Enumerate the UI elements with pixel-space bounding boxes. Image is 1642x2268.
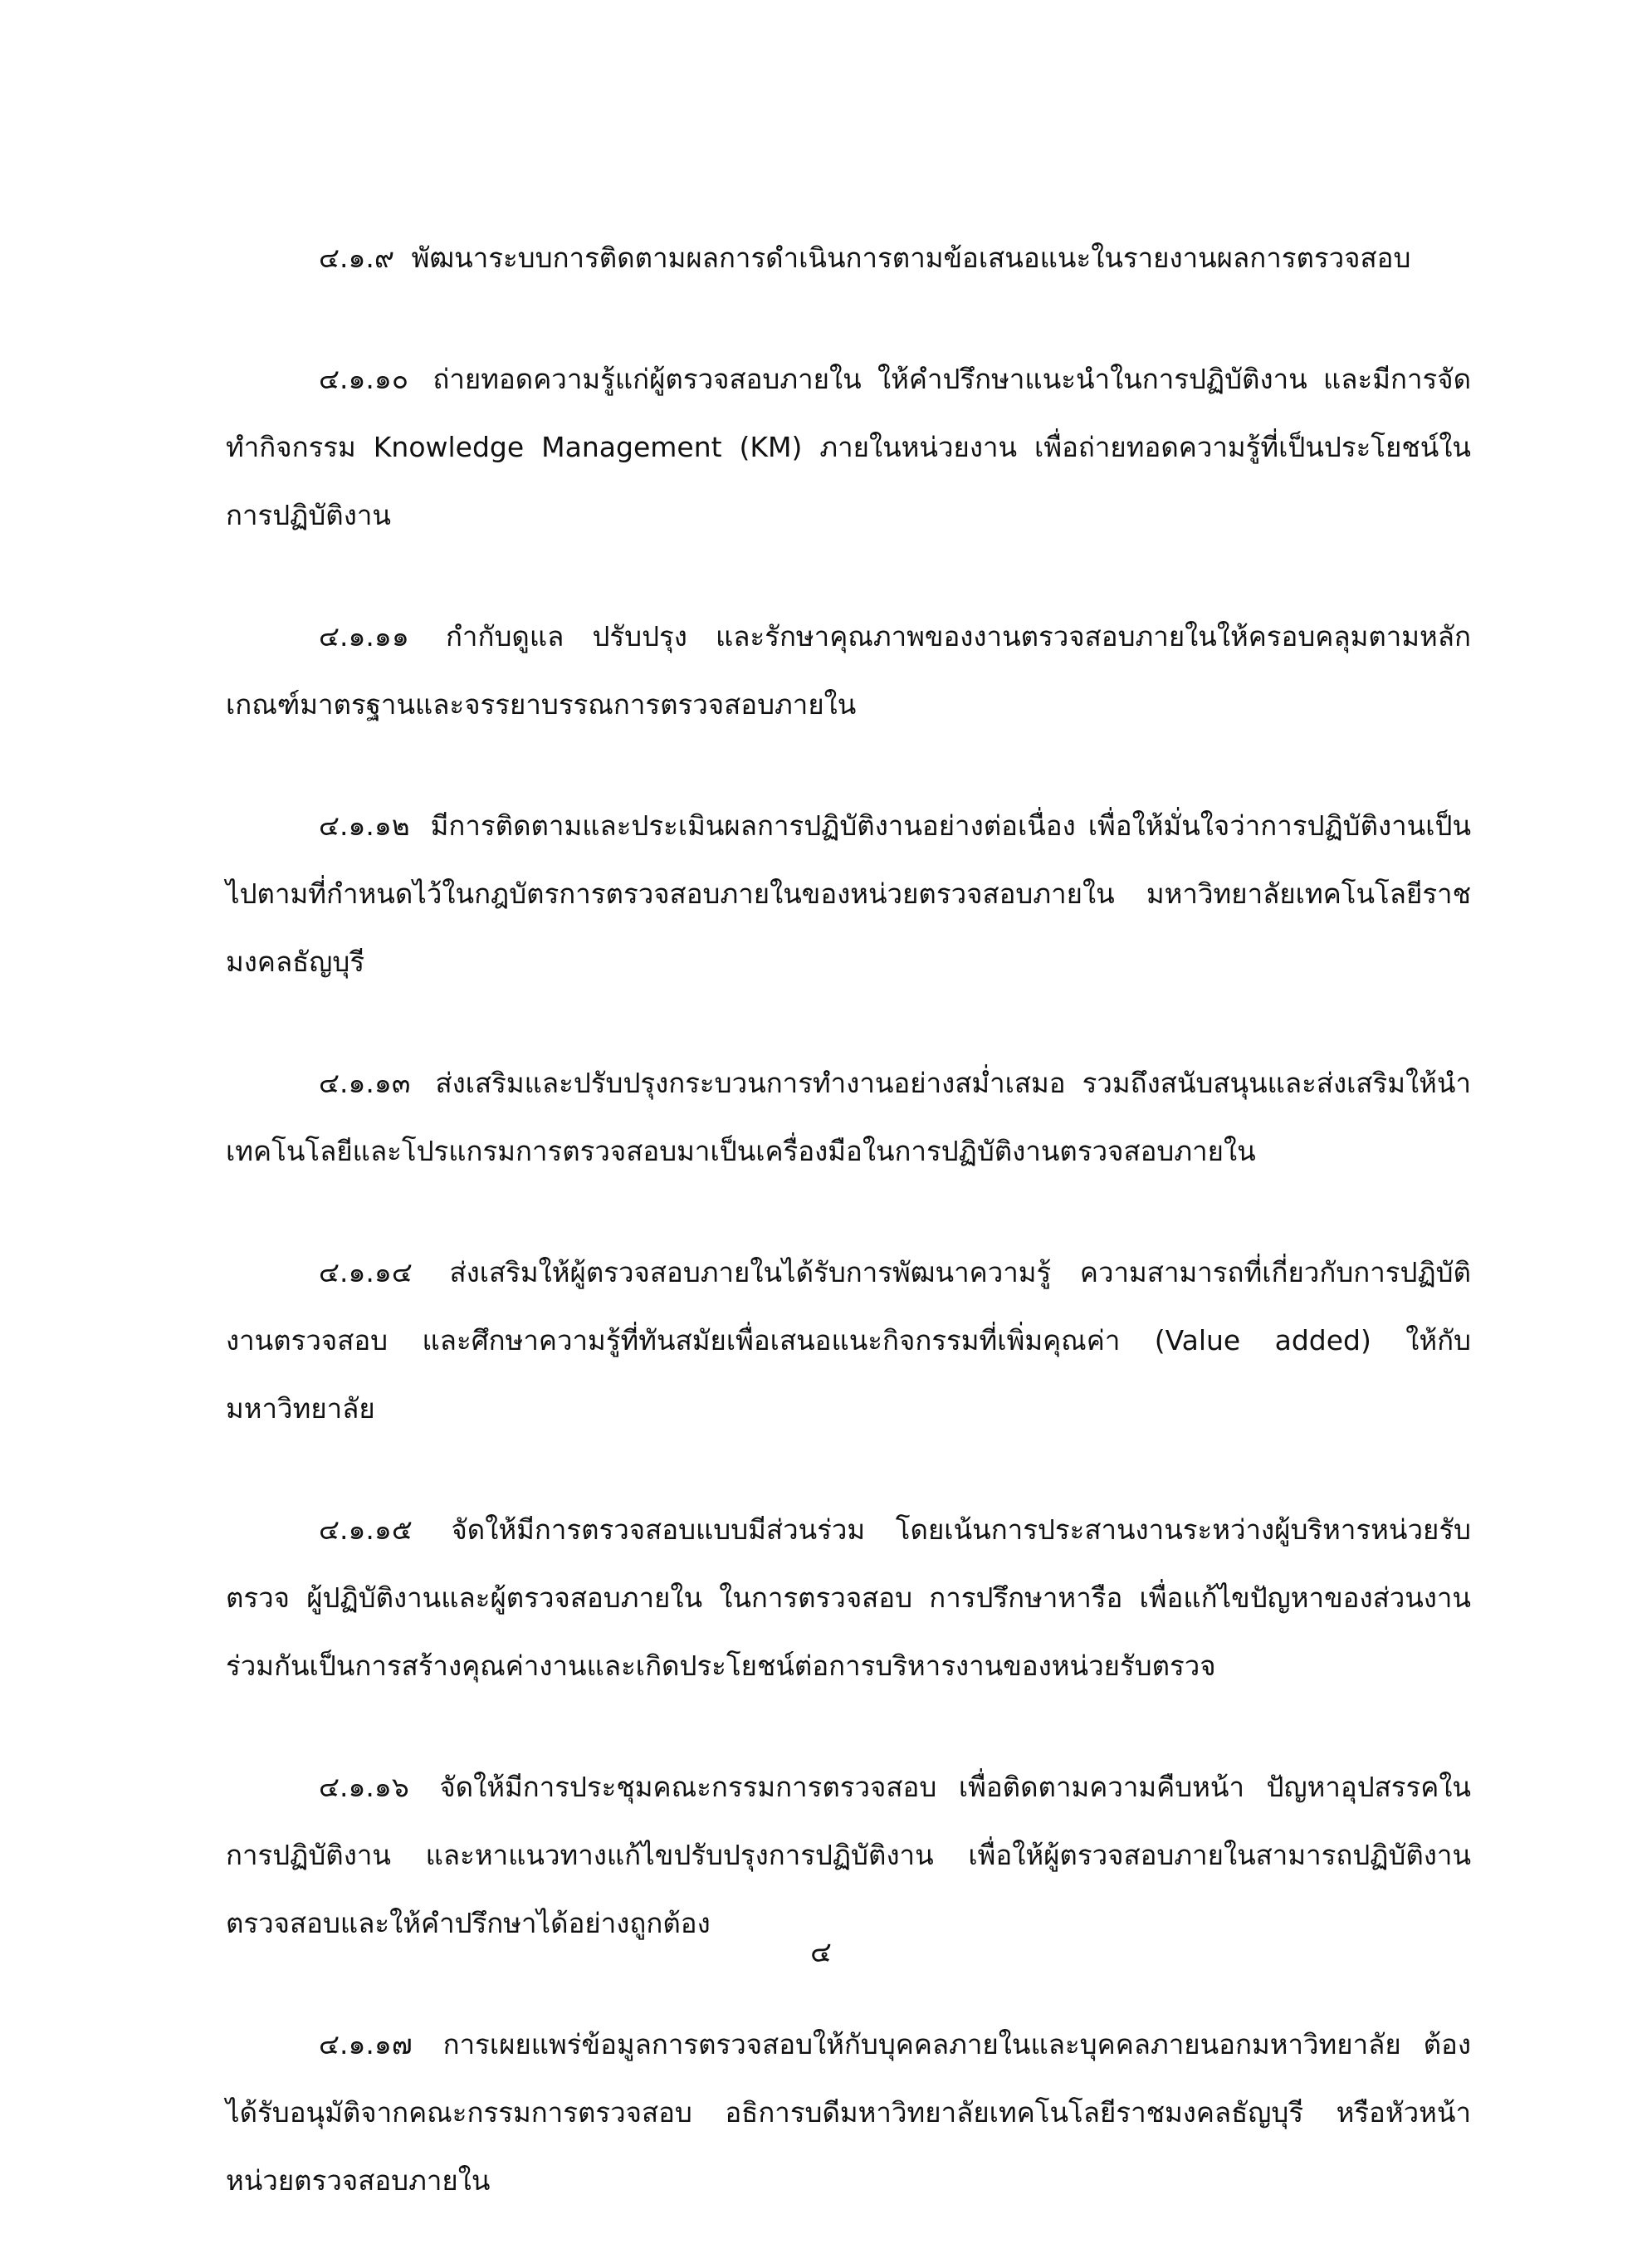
paragraph-number: ๔.๑.๑๑ bbox=[319, 620, 409, 653]
paragraph-number: ๔.๑.๑๐ bbox=[319, 363, 408, 395]
paragraph-4-1-9 bbox=[226, 224, 1471, 292]
paragraph-4-1-15 bbox=[226, 1496, 1471, 1700]
paragraph-text: กำกับดูแล ปรับปรุง และรักษาคุณภาพของงานตรวจสอบภายในให้ครอบคลุมตามหลักเกณฑ์มาตรฐานและจรรยาบรรณการตรวจสอบภายใน bbox=[226, 620, 1471, 721]
paragraph-number: ๔.๑.๑๒ bbox=[319, 809, 410, 842]
paragraph-text: มีการติดตามและประเมินผลการปฏิบัติงานอย่างต่อเนื่อง เพื่อให้มั่นใจว่าการปฏิบัติงานเป็นไปตามที่กำหนดไว้ในกฎบัตรการตรวจสอบภายในของหน่วยตรวจสอบภายใน มหาวิทยาลัยเทคโนโลยีราชมงคลธัญบุรี bbox=[226, 809, 1471, 978]
paragraph-text: การเผยแพร่ข้อมูลการตรวจสอบให้กับบุคคลภายในและบุคคลภายนอกมหาวิทยาลัย ต้องได้รับอนุมัติจากคณะกรรมการตรวจสอบ อธิการบดีมหาวิทยาลัยเทคโนโลยีราชมงคลธัญบุรี หรือหัวหน้าหน่วยตรวจสอบภายใน bbox=[226, 2028, 1471, 2197]
paragraph-4-1-12 bbox=[226, 792, 1471, 996]
paragraph-number: ๔.๑.๑๓ bbox=[319, 1067, 411, 1099]
paragraph-number: ๔.๑.๙ bbox=[319, 242, 395, 274]
paragraph-text: ส่งเสริมให้ผู้ตรวจสอบภายในได้รับการพัฒนาความรู้ ความสามารถที่เกี่ยวกับการปฏิบัติงานตรวจสอบ และศึกษาความรู้ที่ทันสมัยเพื่อเสนอแนะกิจกรรมที่เพิ่มคุณค่า (Value added) ให้กับมหาวิทยาลัย bbox=[226, 1256, 1471, 1425]
paragraph-text: พัฒนาระบบการติดตามผลการดำเนินการตามข้อเสนอแนะในรายงานผลการตรวจสอบ bbox=[411, 242, 1411, 274]
paragraph-number: ๔.๑.๑๔ bbox=[319, 1256, 413, 1288]
paragraph-4-1-10 bbox=[226, 345, 1471, 550]
paragraph-4-1-16 bbox=[226, 1753, 1471, 1958]
paragraph-4-1-13 bbox=[226, 1049, 1471, 1185]
paragraph-number: ๔.๑.๑๖ bbox=[319, 1771, 409, 1803]
paragraph-text: ถ่ายทอดความรู้แก่ผู้ตรวจสอบภายใน ให้คำปรึกษาแนะนำในการปฏิบัติงาน และมีการจัดทำกิจกรรม Knowledge Management (KM) ภายในหน่วยงาน เพื่อถ่ายทอดความรู้ที่เป็นประโยชน์ในการปฏิบัติงาน bbox=[226, 363, 1471, 531]
paragraph-4-1-14 bbox=[226, 1239, 1471, 1443]
paragraph-text: จัดให้มีการตรวจสอบแบบมีส่วนร่วม โดยเน้นการประสานงานระหว่างผู้บริหารหน่วยรับตรวจ ผู้ปฏิบัติงานและผู้ตรวจสอบภายใน ในการตรวจสอบ การปรึกษาหารือ เพื่อแก้ไขปัญหาของส่วนงานร่วมกันเป็นการสร้างคุณค่างานและเกิดประโยชน์ต่อการบริหารงานของหน่วยรับตรวจ bbox=[226, 1513, 1471, 1682]
paragraph-number: ๔.๑.๑๗ bbox=[319, 2028, 413, 2060]
paragraph-number: ๔.๑.๑๕ bbox=[319, 1513, 413, 1546]
page-number: ๔ bbox=[810, 1936, 832, 1969]
paragraph-text: จัดให้มีการประชุมคณะกรรมการตรวจสอบ เพื่อติดตามความคืบหน้า ปัญหาอุปสรรคในการปฏิบัติงาน และหาแนวทางแก้ไขปรับปรุงการปฏิบัติงาน เพื่อให้ผู้ตรวจสอบภายในสามารถปฏิบัติงานตรวจสอบและให้คำปรึกษาได้อย่างถูกต้อง bbox=[226, 1771, 1471, 1939]
paragraph-text: ส่งเสริมและปรับปรุงกระบวนการทำงานอย่างสม่ำเสมอ รวมถึงสนับสนุนและส่งเสริมให้นำเทคโนโลยีและโปรแกรมการตรวจสอบมาเป็นเครื่องมือในการปฏิบัติงานตรวจสอบภายใน bbox=[226, 1067, 1471, 1167]
paragraph-4-1-17 bbox=[226, 2011, 1471, 2215]
paragraph-4-1-11 bbox=[226, 603, 1471, 739]
